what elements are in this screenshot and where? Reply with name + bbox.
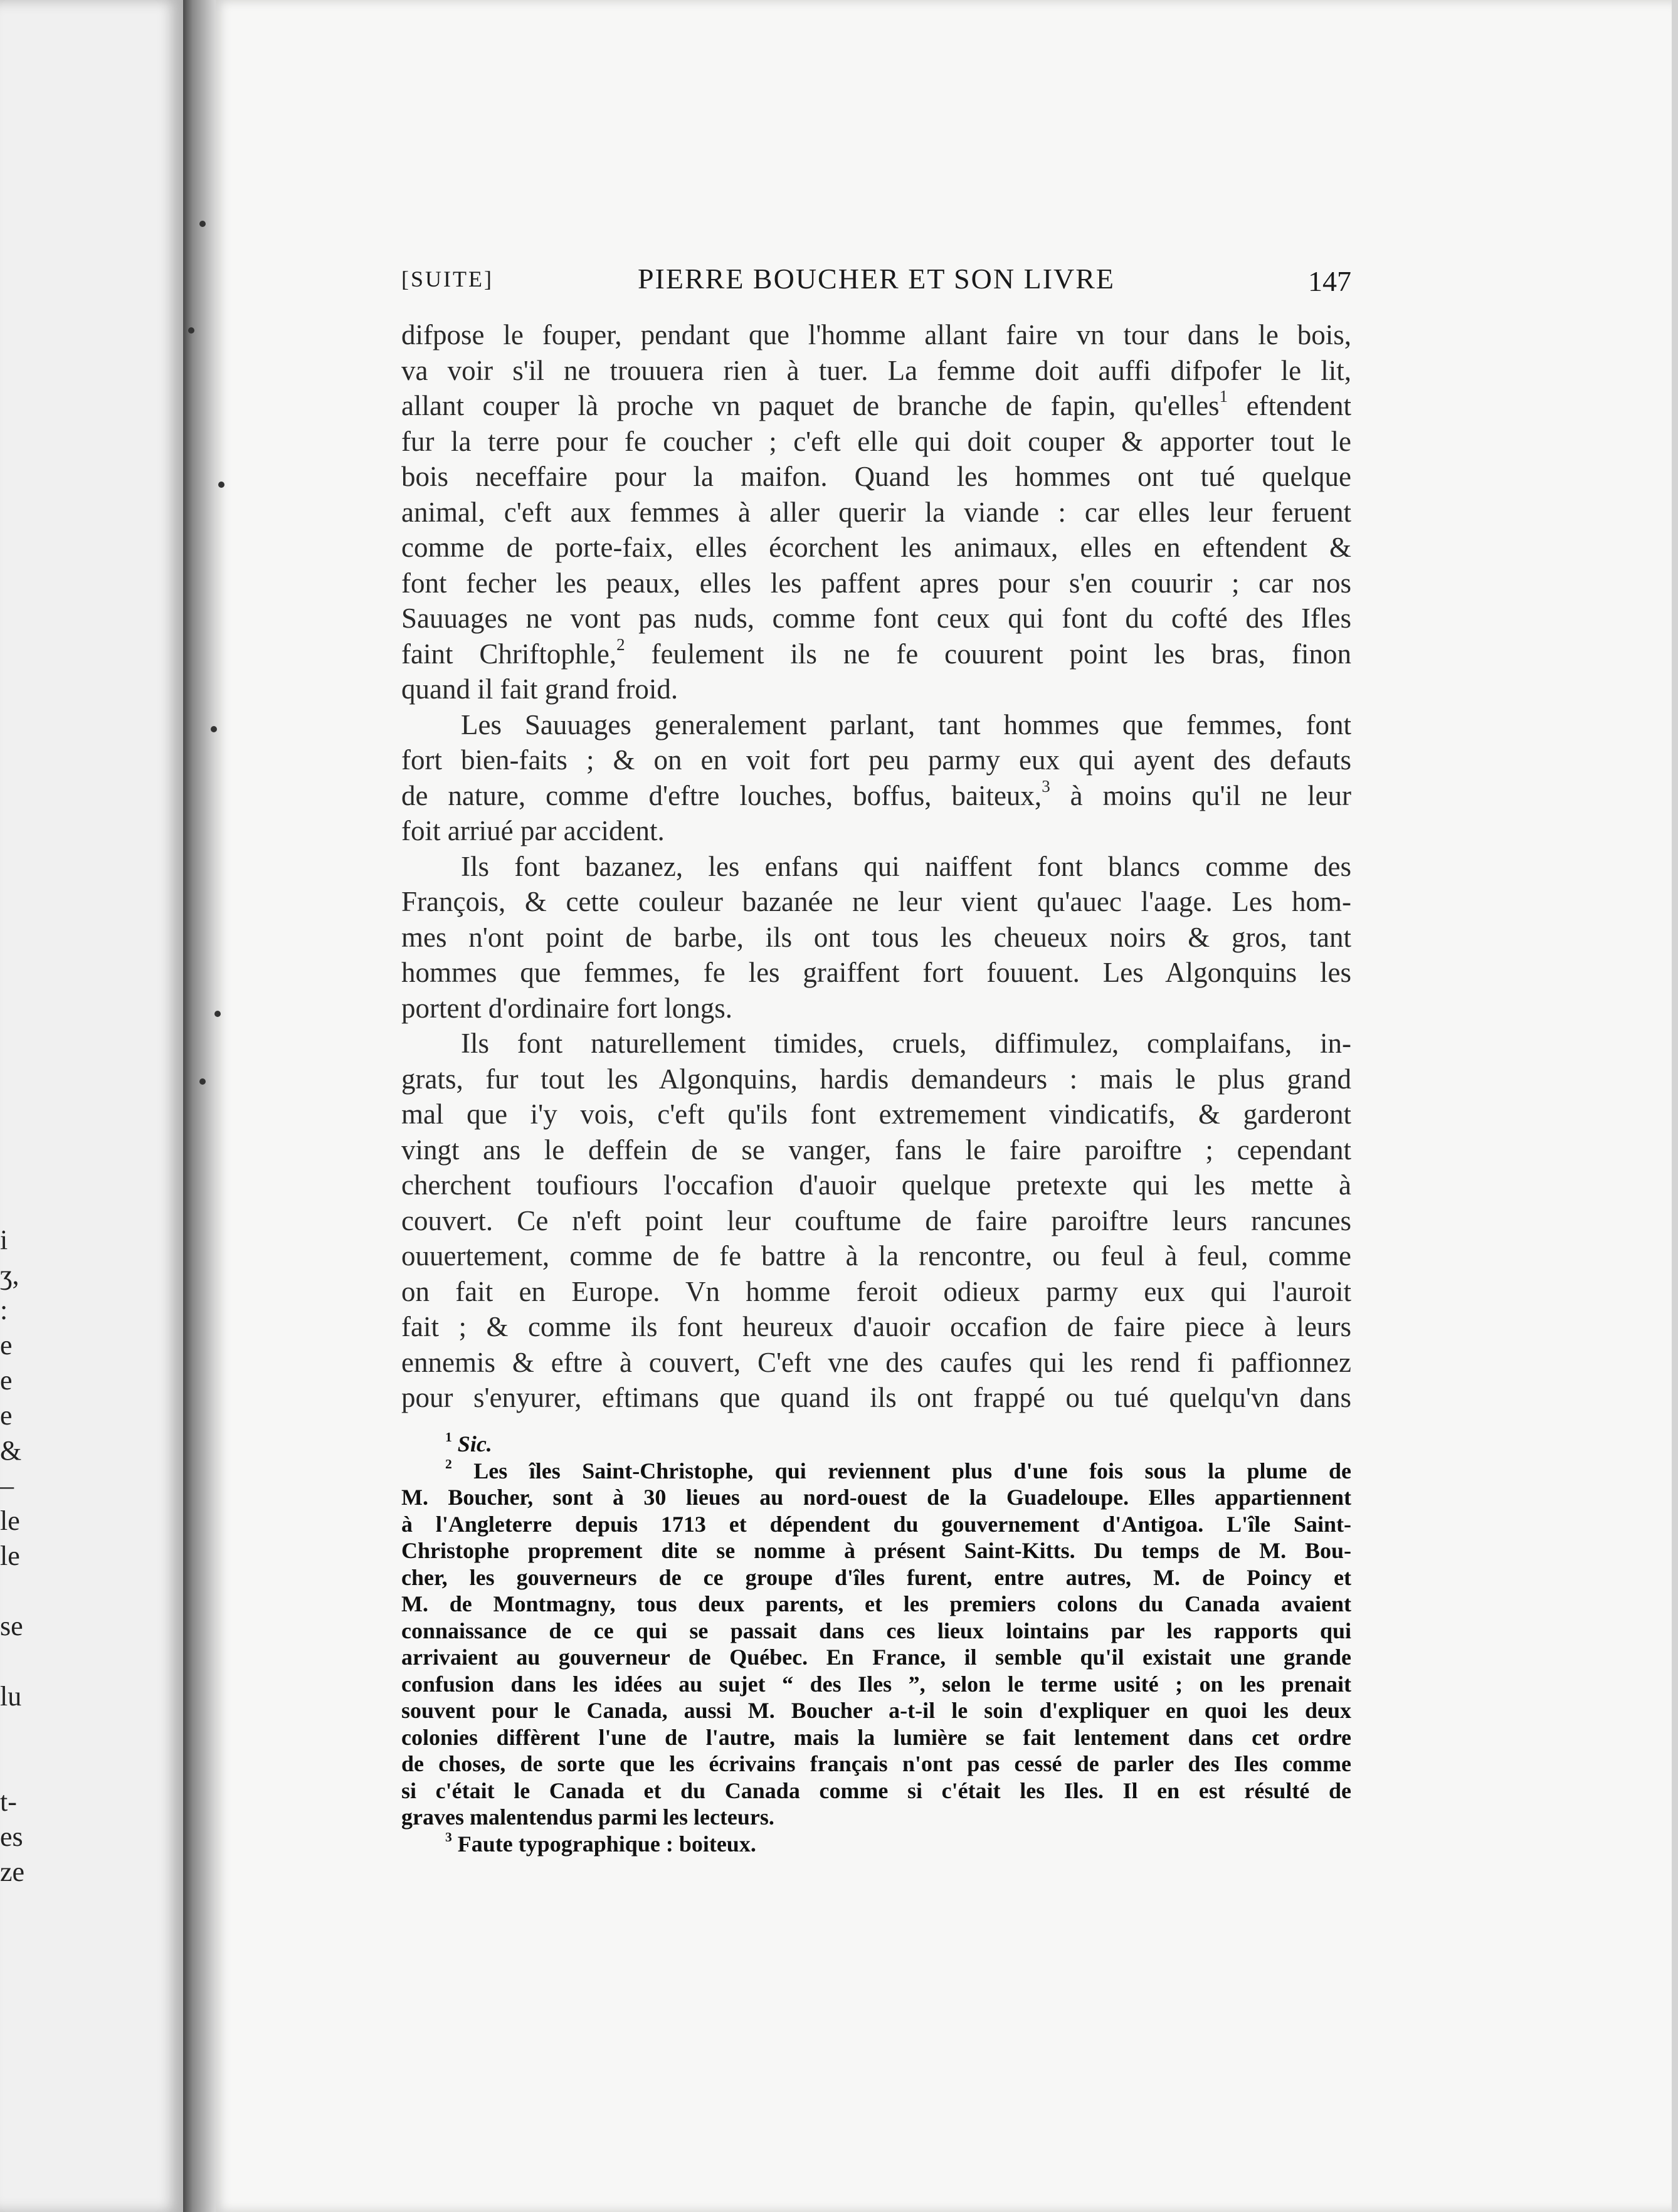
body-line <box>401 707 1351 743</box>
body-line <box>401 884 1351 920</box>
footnote-marker: 3 <box>445 1829 452 1845</box>
footnote-line <box>401 1724 1351 1751</box>
facing-page-fragments <box>0 1223 44 1890</box>
fragment-text: le <box>0 1540 20 1571</box>
body-line <box>401 1238 1351 1274</box>
fragment-text: e <box>0 1330 13 1361</box>
binding-speck <box>218 482 224 488</box>
body-line <box>401 742 1351 778</box>
body-line-text: couvert. Ce n'eft point leur couftume de faire paroiftre leurs rancunes <box>401 1204 1351 1236</box>
body-line-text: Ils font bazanez, les enfans qui naiffent font blancs comme des <box>461 850 1351 882</box>
body-line-text: ennemis & eftre à couvert, C'eft vne des caufes qui les rend fi paffionnez <box>401 1346 1351 1378</box>
body-line-text: bois neceffaire pour la maifon. Quand les hommes ont tué quelque <box>401 461 1351 492</box>
footnote-line <box>401 1804 1351 1831</box>
footnote-text: graves malentendus parmi les lecteurs. <box>401 1804 774 1830</box>
binding-speck <box>211 726 217 732</box>
footnote-line <box>401 1591 1351 1618</box>
fragment-text: – <box>0 1470 14 1501</box>
footnote-line <box>401 1618 1351 1645</box>
body-line <box>401 1203 1351 1239</box>
footnote-text: arrivaient au gouverneur de Québec. En France, il semble qu'il existait une grande <box>401 1645 1351 1670</box>
body-line-text: portent d'ordinaire fort longs. <box>401 992 732 1024</box>
fragment-text <box>0 1574 44 1609</box>
body-line-text: allant couper là proche vn paquet de branche de fapin, qu'elles <box>401 390 1220 421</box>
footnote-marker: 1 <box>445 1430 452 1445</box>
fragment-text: : <box>0 1295 8 1325</box>
footnote-line <box>401 1831 1351 1858</box>
binding-speck <box>199 221 206 227</box>
body-line <box>401 849 1351 885</box>
body-line <box>401 672 1351 707</box>
body-line <box>401 1097 1351 1132</box>
fragment-text: t- <box>0 1786 17 1817</box>
footnote-text: si c'était le Canada et du Canada comme si c'était les Iles. Il en est résulté de <box>401 1778 1351 1803</box>
body-line <box>401 353 1351 389</box>
body-line-text: Les Sauuages generalement parlant, tant hommes que femmes, font <box>461 708 1351 740</box>
fragment-text <box>0 1749 44 1784</box>
body-line <box>401 459 1351 495</box>
body-line <box>401 991 1351 1026</box>
body-line <box>401 1061 1351 1097</box>
body-line-text: François, & cette couleur bazanée ne leur vient qu'auec l'aage. Les hom- <box>401 886 1351 917</box>
facing-page-edge <box>0 0 185 2212</box>
body-line <box>401 601 1351 636</box>
footnote-ref: 2 <box>616 635 625 654</box>
body-line <box>401 955 1351 991</box>
footnote-line <box>401 1697 1351 1724</box>
body-line-text: fort bien-faits ; & on en voit fort peu parmy eux qui ayent des defauts <box>401 744 1351 776</box>
body-line <box>401 388 1351 424</box>
body-line <box>401 1380 1351 1416</box>
footnote-text: M. de Montmagny, tous deux parents, et les premiers colons du Canada avaient <box>401 1591 1351 1616</box>
body-line-text: difpose le fouper, pendant que l'homme allant faire vn tour dans le bois, <box>401 319 1351 350</box>
footnote-line <box>401 1458 1351 1485</box>
page-number: 147 <box>1308 265 1351 297</box>
footnote-line <box>401 1644 1351 1671</box>
footnote-line <box>401 1751 1351 1778</box>
footnote-marker: 2 <box>445 1456 452 1472</box>
binding-speck <box>214 1011 221 1017</box>
footnote-line <box>401 1564 1351 1591</box>
footnote-text: confusion dans les idées au sujet “ des Iles ”, selon le terme usité ; on les prenait <box>401 1671 1351 1697</box>
page-right-edge <box>1672 0 1678 2212</box>
footnote-line <box>401 1537 1351 1564</box>
fragment-text: & <box>0 1435 22 1466</box>
body-line-text: animal, c'eft aux femmes à aller querir la viande : car elles leur feruent <box>401 496 1351 528</box>
footnote-line <box>401 1671 1351 1698</box>
body-line <box>401 920 1351 956</box>
body-line <box>401 317 1351 353</box>
footnote-line <box>401 1778 1351 1804</box>
footnote-line <box>401 1511 1351 1538</box>
footnote-text: à l'Angleterre depuis 1713 et dépendent du gouvernement d'Antigoa. L'île Saint- <box>401 1511 1351 1537</box>
body-line-text: va voir s'il ne trouuera rien à tuer. La femme doit auffi difpofer le lit, <box>401 354 1351 386</box>
footnote-text: Faute typographique : boiteux. <box>457 1831 756 1856</box>
body-line-text: cherchent toufiours l'occafion d'auoir quelque pretexte qui les mette à <box>401 1169 1351 1201</box>
body-line-text: hommes que femmes, fe les graiffent fort fouuent. Les Algonquins les <box>401 957 1351 988</box>
running-title: PIERRE BOUCHER ET SON LIVRE <box>637 263 1116 295</box>
footnote-text: Les îles Saint-Christophe, qui reviennent plus d'une fois sous la plume de <box>473 1458 1352 1483</box>
body-line-text: fait ; & comme ils font heureux d'auoir occafion de faire piece à leurs <box>401 1311 1351 1342</box>
body-line-text: vingt ans le deffein de se vanger, fans le faire paroiftre ; cependant <box>401 1134 1351 1166</box>
fragment-text: e <box>0 1365 13 1396</box>
body-line <box>401 636 1351 672</box>
fragment-text: se <box>0 1611 23 1641</box>
fragment-text <box>0 1714 44 1749</box>
fragment-text <box>0 1644 44 1679</box>
body-line <box>401 424 1351 460</box>
body-line <box>401 778 1351 814</box>
body-line <box>401 566 1351 601</box>
fragment-text: es <box>0 1821 23 1852</box>
body-line-text: feulement ils ne fe couurent point les bras, finon <box>625 638 1352 670</box>
body-line-text: mal que i'y vois, c'eft qu'ils font extremement vindicatifs, & garderont <box>401 1098 1351 1130</box>
footnote-text: souvent pour le Canada, aussi M. Boucher a-t-il le soin d'expliquer en quoi les deux <box>401 1698 1351 1723</box>
footnote-ref: 3 <box>1042 776 1050 796</box>
body-line <box>401 813 1351 849</box>
body-line-text: faint Chriftophle, <box>401 638 617 670</box>
body-line-text: comme de porte-faix, elles écorchent les animaux, elles en eftendent & <box>401 532 1351 563</box>
footnote-text: connaissance de ce qui se passait dans ces lieux lointains par les rapports qui <box>401 1618 1351 1643</box>
body-line <box>401 1132 1351 1168</box>
binding-speck <box>188 327 194 334</box>
body-text <box>401 317 1351 1416</box>
section-label: [SUITE] <box>401 266 493 292</box>
fragment-text: i <box>0 1224 8 1255</box>
body-line-text: quand il fait grand froid. <box>401 673 678 705</box>
binding-speck <box>199 1078 206 1085</box>
footnote-text: Christophe proprement dite se nomme à présent Saint-Kitts. Du temps de M. Bou- <box>401 1538 1351 1563</box>
fragment-text: e <box>0 1400 13 1431</box>
footnote-text: M. Boucher, sont à 30 lieues au nord-ouest de la Guadeloupe. Elles appartiennent <box>401 1485 1351 1510</box>
fragment-text: ʒ, <box>0 1260 19 1290</box>
body-line <box>401 1167 1351 1203</box>
body-line <box>401 530 1351 566</box>
body-line-text: on fait en Europe. Vn homme feroit odieux parmy eux qui l'auroit <box>401 1275 1351 1307</box>
running-header <box>401 262 1351 300</box>
body-line-text: pour s'enyurer, eftimans que quand ils ont frappé ou tué quelqu'vn dans <box>401 1382 1351 1413</box>
footnote-text: Sic. <box>457 1431 492 1456</box>
body-line-text: grats, fur tout les Algonquins, hardis demandeurs : mais le plus grand <box>401 1063 1351 1095</box>
body-line-text: eftendent <box>1228 390 1351 421</box>
footnote-ref: 1 <box>1219 387 1228 406</box>
body-line-text: ouuertement, comme de fe battre à la rencontre, ou feul à feul, comme <box>401 1240 1351 1272</box>
body-line-text: Ils font naturellement timides, cruels, diffimulez, complaifans, in- <box>461 1028 1351 1059</box>
footnote-line <box>401 1431 1351 1458</box>
body-line-text: de nature, comme d'eftre louches, boffus, baiteux, <box>401 779 1042 811</box>
body-line-text: font fecher les peaux, elles les paffent apres pour s'en couurir ; car nos <box>401 567 1351 599</box>
body-line-text: fur la terre pour fe coucher ; c'eft elle qui doit couper & apporter tout le <box>401 425 1351 457</box>
fragment-text: le <box>0 1505 20 1536</box>
body-line <box>401 1345 1351 1381</box>
fragment-text: ze <box>0 1856 25 1887</box>
footnotes <box>401 1431 1351 1857</box>
footnote-text: cher, les gouverneurs de ce groupe d'îles furent, entre autres, M. de Poincy et <box>401 1564 1351 1590</box>
body-line <box>401 1274 1351 1310</box>
body-line-text: Sauuages ne vont pas nuds, comme font ceux qui font du cofté des Ifles <box>401 603 1351 634</box>
footnote-line <box>401 1484 1351 1511</box>
footnote-text: de choses, de sorte que les écrivains français n'ont pas cessé de parler des Iles comme <box>401 1751 1351 1776</box>
body-line-text: à moins qu'il ne leur <box>1050 779 1351 811</box>
body-line <box>401 1309 1351 1345</box>
footnote-text: colonies diffèrent l'une de l'autre, mais la lumière se fait lentement dans cet ordre <box>401 1724 1351 1750</box>
body-line <box>401 495 1351 530</box>
body-line-text: mes n'ont point de barbe, ils ont tous les cheueux noirs & gros, tant <box>401 921 1351 953</box>
body-line-text: foit arriué par accident. <box>401 815 665 846</box>
body-line <box>401 1026 1351 1061</box>
fragment-text: lu <box>0 1681 22 1712</box>
